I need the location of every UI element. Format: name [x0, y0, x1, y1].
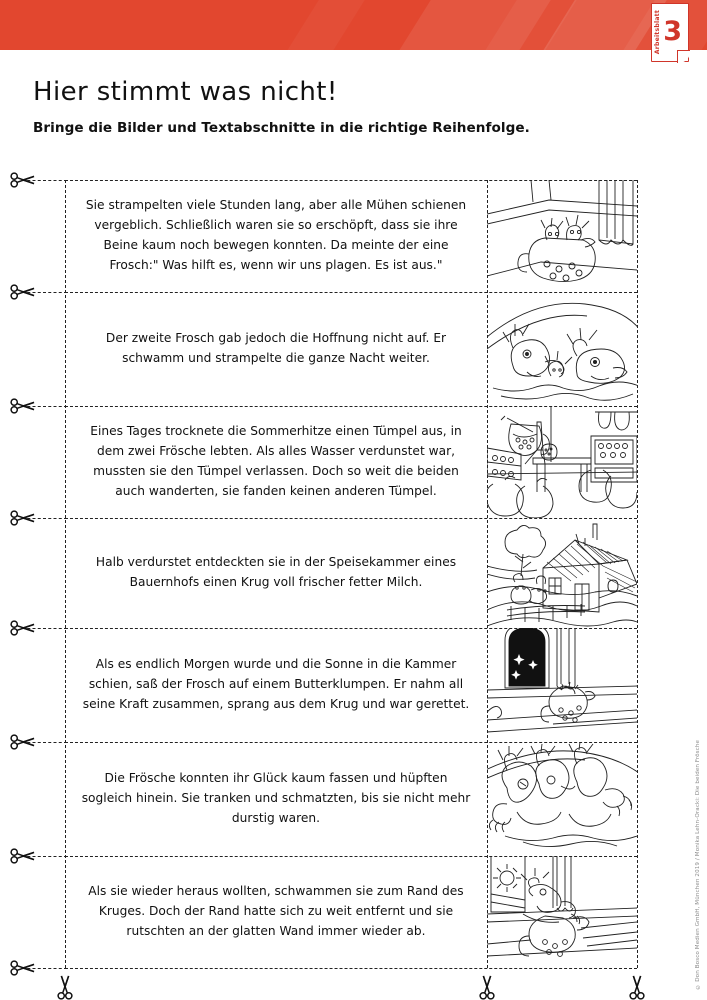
scissors-icon [57, 974, 73, 1000]
scissors-icon [10, 734, 36, 750]
night-window-with-jug-icon [487, 628, 637, 742]
worksheet-badge-label: Arbeitsblatt [654, 10, 661, 55]
row-image-cell [487, 180, 637, 292]
sunny-window-frog-climbing-jug-icon [487, 856, 637, 968]
two-frogs-swimming-in-jug-icon [487, 292, 637, 406]
row-text: Die Frösche konnten ihr Glück kaum fassen und hüpften sogleich hinein. Sie tranken und schmatzten, bis sie nicht mehr durstig waren. [81, 771, 471, 825]
scissors-icon [629, 974, 645, 1000]
table-row [65, 856, 637, 968]
worksheet-badge-inner [652, 4, 688, 61]
header-facet [256, 0, 389, 50]
row-text: Der zweite Frosch gab jedoch die Hoffnung nicht auf. Er schwamm und strampelte die ganze Nacht weiter. [105, 331, 447, 365]
row-text: Als es endlich Morgen wurde und die Sonne in die Kammer schien, saß der Frosch auf einem Butterklumpen. Er nahm all seine Kraft zusammen, sprang aus dem Krug und war gerettet. [82, 657, 470, 711]
scissors-icon [10, 284, 36, 300]
row-image-cell [487, 292, 637, 406]
frogs-drinking-over-jug-rim-icon [487, 742, 637, 856]
worksheet-badge [651, 3, 689, 62]
table-row [65, 180, 637, 292]
page-subtitle: Bringe die Bilder und Textabschnitte in die richtige Reihenfolge. [33, 120, 530, 136]
row-image-cell [487, 856, 637, 968]
cut-line-horizontal [65, 968, 637, 969]
copyright-text: © Don Bosco Medien GmbH, München 2019 / Monika Lehn-Oracki: Die beiden Frösche [695, 740, 701, 990]
worksheet-badge-number: 3 [663, 15, 682, 47]
row-text-cell [65, 856, 487, 968]
frogs-in-milk-jug-on-windowsill-icon [487, 180, 637, 292]
table-row [65, 518, 637, 628]
row-image-cell [487, 628, 637, 742]
page-title: Hier stimmt was nicht! [33, 77, 338, 107]
header-band [0, 0, 707, 50]
farmhouse-pantry-interior-icon [487, 406, 637, 518]
row-text-cell [65, 742, 487, 856]
table-row [65, 292, 637, 406]
row-text-cell [65, 628, 487, 742]
row-text-cell [65, 292, 487, 406]
row-text: Halb verdurstet entdeckten sie in der Speisekammer eines Bauernhofs einen Krug voll frischer fetter Milch. [95, 555, 457, 589]
row-image-cell [487, 742, 637, 856]
scissors-icon [10, 848, 36, 864]
row-text: Eines Tages trocknete die Sommerhitze einen Tümpel aus, in dem zwei Frösche lebten. Als alles Wasser verdunstet war, mussten sie den Tümpel verlassen. Doch so weit die beiden auch wanderten, sie fanden keinen anderen Tümpel. [90, 424, 462, 498]
farm-with-house-and-frogs-icon [487, 518, 637, 628]
row-text-cell [65, 180, 487, 292]
row-image-cell [487, 518, 637, 628]
row-image-cell [487, 406, 637, 518]
cut-grid [65, 180, 637, 968]
row-text: Als sie wieder heraus wollten, schwammen sie zum Rand des Kruges. Doch der Rand hatte sich zu weit entfernt und sie rutschten an der glatten Wand immer wieder ab. [88, 884, 464, 938]
scissors-icon [10, 172, 36, 188]
scissors-icon [10, 960, 36, 976]
row-text: Sie strampelten viele Stunden lang, aber alle Mühen schienen vergeblich. Schließlich waren sie so erschöpft, dass sie ihre Beine kaum noch bewegen konnten. Da meinte der eine Frosch:" Was hilft es, wenn wir uns plagen. Es ist aus." [85, 198, 467, 272]
scissors-icon [10, 510, 36, 526]
table-row [65, 742, 637, 856]
copyright-notice [691, 740, 705, 990]
row-text-cell [65, 406, 487, 518]
scissors-icon [479, 974, 495, 1000]
scissors-icon [10, 398, 36, 414]
scissors-icon [10, 620, 36, 636]
table-row [65, 628, 637, 742]
row-text-cell [65, 518, 487, 628]
cut-line-vertical [637, 180, 638, 968]
table-row [65, 406, 637, 518]
